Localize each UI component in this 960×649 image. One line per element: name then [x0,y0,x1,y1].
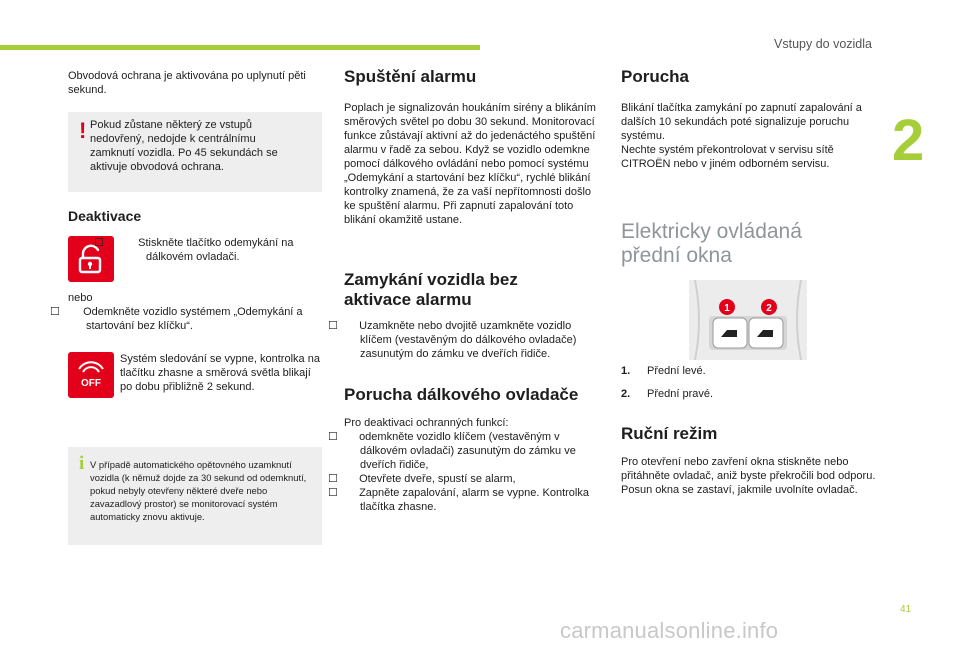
remote-fault-title: Porucha dálkového ovladače [344,385,579,404]
windows-title-line1: Elektricky ovládaná [621,220,802,243]
warning-icon: ! [79,118,87,143]
intro-text: Obvodová ochrana je aktivována po uplynutí pěti sekund. [68,70,306,96]
item-number: 1. [621,365,631,377]
checkbox-bullet-icon: ☐ [94,237,104,249]
checkbox-bullet-icon: ☐ [328,473,338,485]
window-switch-diagram [689,280,807,360]
fault-text-1: Blikání tlačítka zamykání po zapnutí zapalování a dalších 10 sekundách poté signalizuje poruchu systému. [621,102,862,142]
info-box [68,447,322,545]
windows-title-line2: přední okna [621,244,732,267]
info-text: V případě automatického opětovného uzamknutí vozidla (k němuž dojde za 30 sekund od odemknutí, pokud nebyly otevřeny některé dveře nebo zavazadlový prostor) se monitorovací systém automaticky znovu aktivuje. [90,459,307,522]
checkbox-bullet-icon: ☐ [328,487,338,499]
deactivation-title: Deaktivace [68,208,142,224]
badge-2: 2 [766,303,772,314]
nebo-text: nebo [68,292,93,304]
item-front-right: Přední pravé. [647,388,714,400]
checkbox-bullet-icon: ☐ [328,320,338,332]
lock-without-alarm-title: Zamykání vozidla bez aktivace alarmu [344,270,518,309]
off-description: Systém sledování se vypne, kontrolka na tlačítku zhasne a směrová světla blikají po dobu přibližně 2 sekund. [120,353,320,393]
fault-text-2: Nechte systém překontrolovat v servisu sítě CITROËN nebo v jiném odborném servisu. [621,144,834,170]
item-number: 2. [621,388,631,400]
list-item: ☐ Otevřete dveře, spustí se alarm, [328,473,516,485]
unlock-icon [68,236,114,282]
watermark: carmanualsonline.info [560,618,779,643]
info-icon: i [79,453,85,474]
manual-mode-title: Ruční režim [621,424,718,443]
alarm-off-icon [68,352,114,398]
list-item: ☐ odemkněte vozidlo klíčem (vestavěným v dálkovém ovladači) zasunutým do zámku ve dveřích řidiče, [328,431,576,471]
top-accent-bar [0,45,480,50]
lock-without-alarm-item: ☐ Uzamkněte nebo dvojitě uzamkněte vozidlo klíčem (vestavěným do dálkového ovladače) zasunutým do zámku ve dveřích řidiče. [328,320,577,360]
manual-mode-text: Pro otevření nebo zavření okna stiskněte nebo přitáhněte ovladač, aniž byste překročili bod odporu. Posun okna se zastaví, jakmile uvolníte ovladač. [621,456,876,496]
fault-title: Porucha [621,67,690,86]
remote-fault-intro: Pro deaktivaci ochranných funkcí: [344,417,509,429]
checkbox-bullet-icon: ☐ [50,306,60,318]
off-label: OFF [81,378,101,389]
step-remote-unlock: ☐ Stiskněte tlačítko odemykání na dálkovém ovladači. [94,237,294,263]
section-header: Vstupy do vozidla [774,37,872,51]
page-number: 41 [900,604,912,615]
badge-1: 1 [724,303,730,314]
chapter-number: 2 [892,108,925,173]
alarm-trigger-text: Poplach je signalizován houkáním sirény a blikáním směrových světel po dobu 30 sekund. Monitorovací funkce zůstávají aktivní až do jedenáctého spuštění alarmu v řadě za sebou. Když se vozidlo odemkne pomocí dálkového ovládání nebo pomocí systému „Odemykání a startování bez klíčku“, rychlé blikání kontrolky znamená, že za vaší nepřítomnosti došlo ke spuštění alarmu. Při zapnutí zapalování toto blikání okamžitě ustane. [344,102,596,226]
alarm-trigger-title: Spuštění alarmu [344,67,477,86]
checkbox-bullet-icon: ☐ [328,431,338,443]
list-item: ☐ Zapněte zapalování, alarm se vypne. Kontrolka tlačítka zhasne. [328,487,589,513]
item-front-left: Přední levé. [647,365,706,377]
warning-box [68,112,322,192]
warning-text: Pokud zůstane některý ze vstupů nedovřený, nedojde k centrálnímu zamknutí vozidla. Po 45 sekundách se aktivuje obvodová ochrana. [90,119,278,173]
step-keyless-unlock: ☐ Odemkněte vozidlo systémem „Odemykání a startování bez klíčku“. [50,306,303,332]
